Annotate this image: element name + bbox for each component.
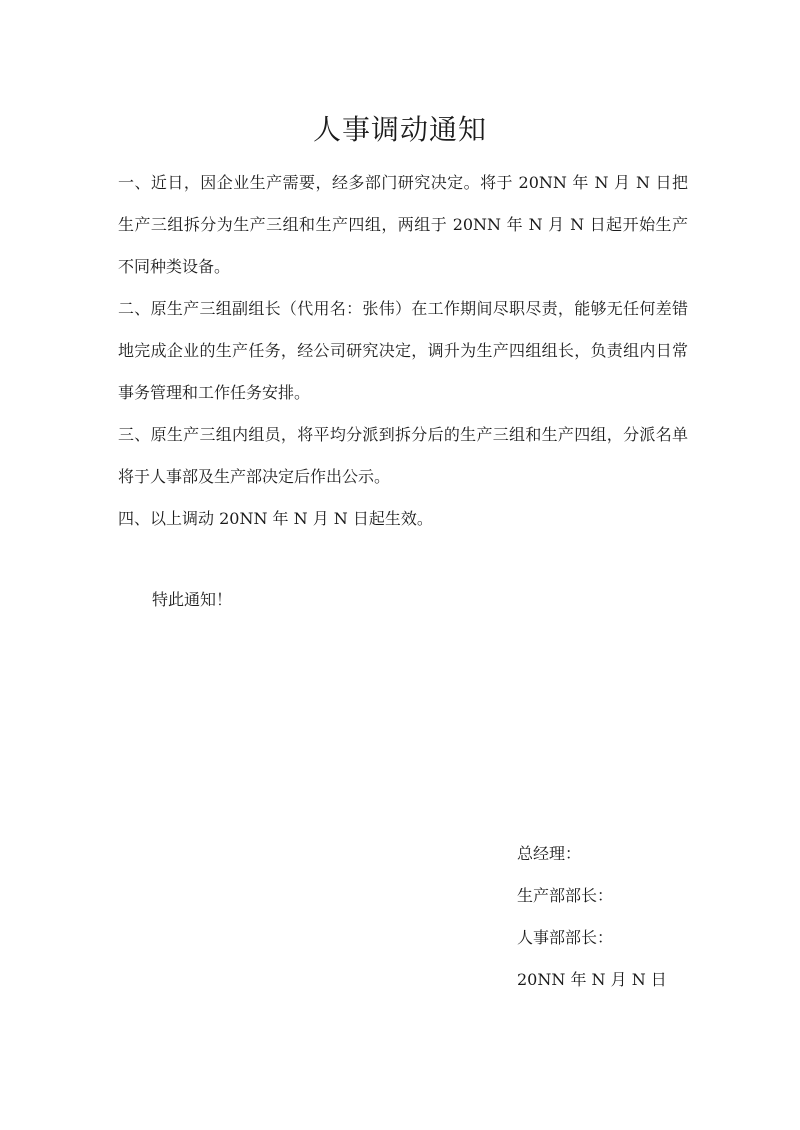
paragraph-3: 三、原生产三组内组员，将平均分派到拆分后的生产三组和生产四组，分派名单将于人事部及生产部决定后作出公示。	[118, 425, 688, 486]
signature-date: 20NN 年 N 月 N 日	[517, 970, 667, 989]
paragraph-1: 一、近日，因企业生产需要，经多部门研究决定。将于 20NN 年 N 月 N 日把生产三组拆分为生产三组和生产四组，两组于 20NN 年 N 月 N 日起开始生产不同种类设备。	[118, 173, 688, 276]
paragraph-4: 四、以上调动 20NN 年 N 月 N 日起生效。	[118, 509, 433, 528]
signature-block	[517, 833, 667, 1001]
closing-remark: 特此通知！	[152, 590, 233, 609]
general-manager-label: 总经理：	[517, 844, 582, 863]
production-head-label: 生产部部长：	[517, 886, 614, 905]
document-body	[118, 162, 688, 540]
paragraph-2: 二、原生产三组副组长（代用名：张伟）在工作期间尽职尽责，能够无任何差错地完成企业的生产任务，经公司研究决定，调升为生产四组组长，负责组内日常事务管理和工作任务安排。	[118, 299, 688, 402]
document-title: 人事调动通知	[312, 113, 487, 146]
hr-head-label: 人事部部长：	[517, 928, 614, 947]
